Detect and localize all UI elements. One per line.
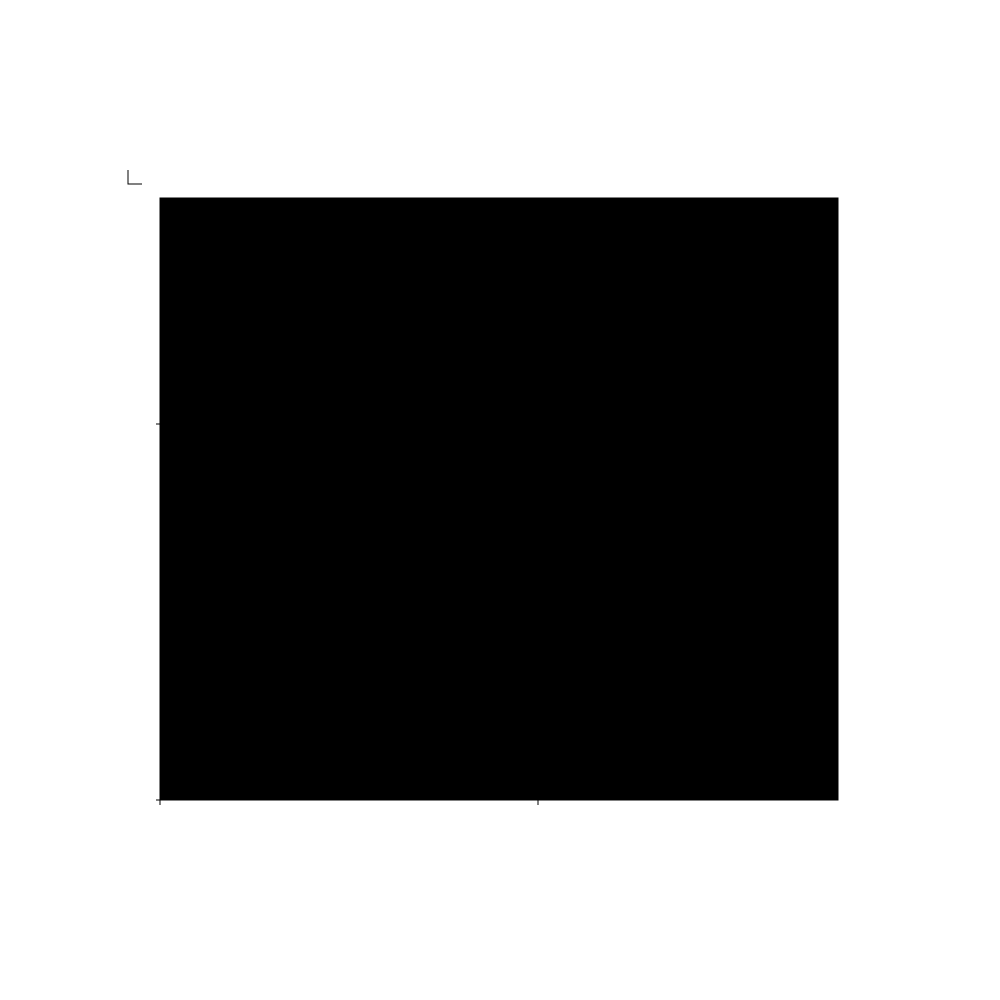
wind-speed-shading-patch — [320, 500, 520, 660]
reference-vector — [128, 170, 142, 184]
wind-speed-shading — [160, 198, 838, 800]
